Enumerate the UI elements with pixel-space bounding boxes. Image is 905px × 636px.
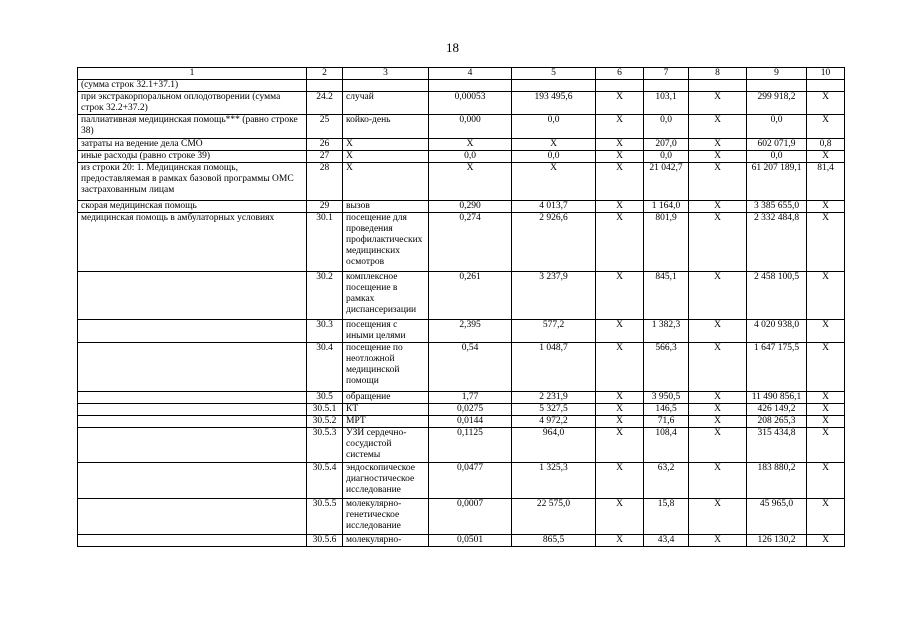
rate: 0,0501 — [429, 535, 512, 547]
share-value: X — [807, 92, 845, 115]
rate: 0,00053 — [429, 92, 512, 115]
col8-value: X — [689, 272, 747, 320]
column-header: 3 — [343, 68, 429, 80]
col8-value: X — [689, 201, 747, 213]
cost-per-unit: 1 325,3 — [512, 463, 596, 499]
rate: 0,54 — [429, 343, 512, 392]
col8-value: X — [689, 163, 747, 201]
cost-per-unit: 5 327,5 — [512, 404, 596, 416]
cost-per-unit — [512, 80, 596, 92]
row-label: медицинская помощь в амбулаторных условиях — [78, 213, 307, 272]
row-code: 30.5.6 — [307, 535, 343, 547]
col8-value: X — [689, 343, 747, 392]
row-label: (сумма строк 32.1+37.1) — [78, 80, 307, 92]
total-value: 183 880,2 — [747, 463, 807, 499]
col6-value: X — [596, 535, 644, 547]
row-label — [78, 392, 307, 404]
row-label — [78, 499, 307, 535]
share-value: X — [807, 272, 845, 320]
col8-value: X — [689, 213, 747, 272]
total-value: 45 965,0 — [747, 499, 807, 535]
cost-per-unit: 1 048,7 — [512, 343, 596, 392]
table-row — [78, 499, 845, 535]
col8-value: X — [689, 535, 747, 547]
column-header: 7 — [644, 68, 689, 80]
unit: молекулярно-генетическое исследование — [343, 499, 429, 535]
row-label — [78, 272, 307, 320]
col8-value: X — [689, 416, 747, 428]
per-capita-value: 801,9 — [644, 213, 689, 272]
total-value: 2 458 100,5 — [747, 272, 807, 320]
cost-per-unit: 865,5 — [512, 535, 596, 547]
rate: 0,0007 — [429, 499, 512, 535]
table-row — [78, 463, 845, 499]
share-value — [807, 80, 845, 92]
col8-value: X — [689, 320, 747, 343]
share-value: X — [807, 343, 845, 392]
col8-value: X — [689, 404, 747, 416]
table-row — [78, 201, 845, 213]
per-capita-value — [644, 80, 689, 92]
row-label — [78, 343, 307, 392]
per-capita-value: 21 042,7 — [644, 163, 689, 201]
per-capita-value: 15,8 — [644, 499, 689, 535]
col6-value: X — [596, 115, 644, 139]
total-value: 602 071,9 — [747, 139, 807, 151]
col8-value: X — [689, 151, 747, 163]
unit: случай — [343, 92, 429, 115]
rate: X — [429, 163, 512, 201]
share-value: X — [807, 213, 845, 272]
column-header: 9 — [747, 68, 807, 80]
rate: 2,395 — [429, 320, 512, 343]
rate: 0,0144 — [429, 416, 512, 428]
rate: 0,261 — [429, 272, 512, 320]
col8-value: X — [689, 115, 747, 139]
col8-value: X — [689, 139, 747, 151]
table-row — [78, 428, 845, 463]
unit: молекулярно- — [343, 535, 429, 547]
share-value: X — [807, 320, 845, 343]
per-capita-value: 1 164,0 — [644, 201, 689, 213]
col8-value: X — [689, 428, 747, 463]
table-row — [78, 535, 845, 547]
table-row — [78, 320, 845, 343]
per-capita-value: 103,1 — [644, 92, 689, 115]
share-value: X — [807, 115, 845, 139]
table-row — [78, 272, 845, 320]
col8-value: X — [689, 92, 747, 115]
row-label: из строки 20: 1. Медицинская помощь, предоставляемая в рамках базовой программы ОМС застрахованным лицам — [78, 163, 307, 201]
share-value: X — [807, 428, 845, 463]
row-code — [307, 80, 343, 92]
total-value: 3 385 655,0 — [747, 201, 807, 213]
share-value: X — [807, 151, 845, 163]
cost-per-unit: X — [512, 163, 596, 201]
row-code: 30.5.1 — [307, 404, 343, 416]
row-code: 30.3 — [307, 320, 343, 343]
row-label — [78, 416, 307, 428]
unit: посещение для проведения профилактических медицинских осмотров — [343, 213, 429, 272]
unit: МРТ — [343, 416, 429, 428]
col8-value: X — [689, 463, 747, 499]
row-code: 30.5.4 — [307, 463, 343, 499]
share-value: X — [807, 392, 845, 404]
column-header: 2 — [307, 68, 343, 80]
col6-value — [596, 80, 644, 92]
row-code: 30.5.3 — [307, 428, 343, 463]
page-number: 18 — [446, 40, 459, 55]
col8-value: X — [689, 392, 747, 404]
unit: вызов — [343, 201, 429, 213]
col6-value: X — [596, 463, 644, 499]
row-label — [78, 463, 307, 499]
share-value: 81,4 — [807, 163, 845, 201]
col6-value: X — [596, 213, 644, 272]
share-value: X — [807, 535, 845, 547]
table-row — [78, 213, 845, 272]
col6-value: X — [596, 320, 644, 343]
row-label — [78, 320, 307, 343]
share-value: X — [807, 416, 845, 428]
column-header: 8 — [689, 68, 747, 80]
col6-value: X — [596, 92, 644, 115]
per-capita-value: 146,5 — [644, 404, 689, 416]
total-value: 1 647 175,5 — [747, 343, 807, 392]
share-value: X — [807, 201, 845, 213]
row-label: затраты на ведение дела СМО — [78, 139, 307, 151]
per-capita-value: 108,4 — [644, 428, 689, 463]
total-value: 126 130,2 — [747, 535, 807, 547]
per-capita-value: 1 382,3 — [644, 320, 689, 343]
rate: 0,0 — [429, 151, 512, 163]
cost-per-unit: X — [512, 139, 596, 151]
col8-value: X — [689, 499, 747, 535]
cost-per-unit: 2 231,9 — [512, 392, 596, 404]
row-code: 29 — [307, 201, 343, 213]
row-label — [78, 404, 307, 416]
cost-per-unit: 193 495,6 — [512, 92, 596, 115]
cost-per-unit: 964,0 — [512, 428, 596, 463]
rate — [429, 80, 512, 92]
per-capita-value: 63,2 — [644, 463, 689, 499]
rate: 0,290 — [429, 201, 512, 213]
col6-value: X — [596, 201, 644, 213]
row-code: 24.2 — [307, 92, 343, 115]
row-label: при экстракорпоральном оплодотворении (сумма строк 32.2+37.2) — [78, 92, 307, 115]
unit: X — [343, 139, 429, 151]
row-code: 30.5.5 — [307, 499, 343, 535]
unit — [343, 80, 429, 92]
table-row — [78, 151, 845, 163]
col6-value: X — [596, 392, 644, 404]
total-value: 4 020 938,0 — [747, 320, 807, 343]
column-header: 1 — [78, 68, 307, 80]
row-label: иные расходы (равно строке 39) — [78, 151, 307, 163]
total-value — [747, 80, 807, 92]
total-value: 208 265,3 — [747, 416, 807, 428]
table-row — [78, 92, 845, 115]
column-header: 4 — [429, 68, 512, 80]
table-row — [78, 139, 845, 151]
unit: X — [343, 163, 429, 201]
rate: 0,274 — [429, 213, 512, 272]
rate: 0,0477 — [429, 463, 512, 499]
col6-value: X — [596, 272, 644, 320]
unit: комплексное посещение в рамках диспансеризации — [343, 272, 429, 320]
col6-value: X — [596, 499, 644, 535]
per-capita-value: 43,4 — [644, 535, 689, 547]
unit: КТ — [343, 404, 429, 416]
share-value: X — [807, 499, 845, 535]
per-capita-value: 71,6 — [644, 416, 689, 428]
total-value: 61 207 189,1 — [747, 163, 807, 201]
row-code: 30.4 — [307, 343, 343, 392]
col6-value: X — [596, 404, 644, 416]
cost-per-unit: 3 237,9 — [512, 272, 596, 320]
row-code: 30.1 — [307, 213, 343, 272]
col6-value: X — [596, 163, 644, 201]
table-row — [78, 404, 845, 416]
column-header: 6 — [596, 68, 644, 80]
data-table — [77, 67, 845, 547]
unit: посещения с иными целями — [343, 320, 429, 343]
total-value: 315 434,8 — [747, 428, 807, 463]
table-row — [78, 163, 845, 201]
rate: 0,1125 — [429, 428, 512, 463]
cost-per-unit: 4 013,7 — [512, 201, 596, 213]
row-label — [78, 535, 307, 547]
cost-per-unit: 577,2 — [512, 320, 596, 343]
cost-per-unit: 0,0 — [512, 115, 596, 139]
share-value: 0,8 — [807, 139, 845, 151]
table-row — [78, 343, 845, 392]
total-value: 0,0 — [747, 115, 807, 139]
total-value: 0,0 — [747, 151, 807, 163]
table-row — [78, 392, 845, 404]
per-capita-value: 0,0 — [644, 115, 689, 139]
total-value: 11 490 856,1 — [747, 392, 807, 404]
per-capita-value: 3 950,5 — [644, 392, 689, 404]
per-capita-value: 566,3 — [644, 343, 689, 392]
col6-value: X — [596, 416, 644, 428]
rate: 1,77 — [429, 392, 512, 404]
unit: посещение по неотложной медицинской помощи — [343, 343, 429, 392]
row-label: скорая медицинская помощь — [78, 201, 307, 213]
table-row — [78, 80, 845, 92]
rate: X — [429, 139, 512, 151]
unit: эндоскопическое диагностическое исследование — [343, 463, 429, 499]
cost-per-unit: 22 575,0 — [512, 499, 596, 535]
row-label — [78, 428, 307, 463]
unit: койко-день — [343, 115, 429, 139]
col6-value: X — [596, 139, 644, 151]
cost-per-unit: 4 972,2 — [512, 416, 596, 428]
total-value: 426 149,2 — [747, 404, 807, 416]
col6-value: X — [596, 151, 644, 163]
row-code: 30.2 — [307, 272, 343, 320]
rate: 0,0275 — [429, 404, 512, 416]
row-code: 28 — [307, 163, 343, 201]
total-value: 2 332 484,8 — [747, 213, 807, 272]
row-code: 27 — [307, 151, 343, 163]
column-header: 10 — [807, 68, 845, 80]
share-value: X — [807, 404, 845, 416]
col8-value — [689, 80, 747, 92]
per-capita-value: 207,0 — [644, 139, 689, 151]
row-label: паллиативная медицинская помощь*** (равно строке 38) — [78, 115, 307, 139]
cost-per-unit: 0,0 — [512, 151, 596, 163]
column-header: 5 — [512, 68, 596, 80]
row-code: 30.5.2 — [307, 416, 343, 428]
table-row — [78, 115, 845, 139]
per-capita-value: 845,1 — [644, 272, 689, 320]
row-code: 25 — [307, 115, 343, 139]
row-code: 30.5 — [307, 392, 343, 404]
unit: УЗИ сердечно-сосудистой системы — [343, 428, 429, 463]
rate: 0,000 — [429, 115, 512, 139]
col6-value: X — [596, 428, 644, 463]
col6-value: X — [596, 343, 644, 392]
unit: обращение — [343, 392, 429, 404]
unit: X — [343, 151, 429, 163]
share-value: X — [807, 463, 845, 499]
total-value: 299 918,2 — [747, 92, 807, 115]
table-row — [78, 416, 845, 428]
column-number-row — [78, 68, 845, 80]
cost-per-unit: 2 926,6 — [512, 213, 596, 272]
row-code: 26 — [307, 139, 343, 151]
per-capita-value: 0,0 — [644, 151, 689, 163]
